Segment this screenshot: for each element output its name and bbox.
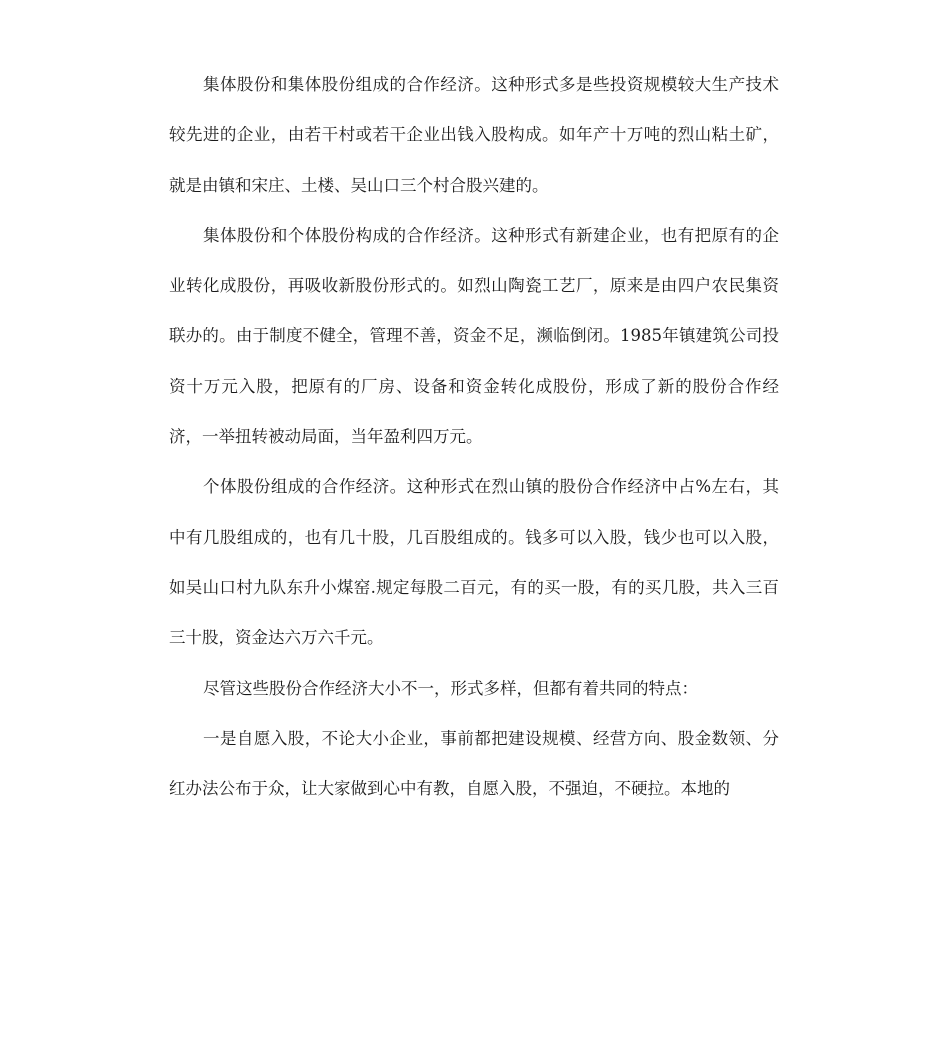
paragraph-collective-individual-shares: 集体股份和个体股份构成的合作经济。这种形式有新建企业，也有把原有的企业转化成股份，再吸收新股份形式的。如烈山陶瓷工艺厂，原来是由四户农民集资联办的。由于制度不健全，管理不善，资金不足，濒临倒闭。1985年镇建筑公司投资十万元入股，把原有的厂房、设备和资金转化成股份，形成了新的股份合作经济，一举扭转被动局面，当年盈利四万元。 [169,225,779,447]
paragraph-collective-shares: 集体股份和集体股份组成的合作经济。这种形式多是些投资规模较大生产技术较先进的企业，由若干村或若干企业出钱入股构成。如年产十万吨的烈山粘土矿，就是由镇和宋庄、土楼、吴山口三个村合股兴建的。 [169,75,779,195]
paragraph-individual-shares: 个体股份组成的合作经济。这种形式在烈山镇的股份合作经济中占%左右，其中有几股组成的，也有几十股，几百股组成的。钱多可以入股，钱少也可以入股，如吴山口村九队东升小煤窑.规定每股二百元，有的买一股，有的买几股，共入三百三十股，资金达六万六千元。 [169,477,779,648]
paragraph-common-features: 尽管这些股份合作经济大小不一，形式多样，但都有着共同的特点： [203,678,698,698]
paragraph-voluntary-shares: 一是自愿入股，不论大小企业，事前都把建设规模、经营方向、股金数领、分红办法公布于众，让大家做到心中有教，自愿入股，不强迫，不硬拉。本地的 [169,728,779,799]
document-body [169,60,779,814]
